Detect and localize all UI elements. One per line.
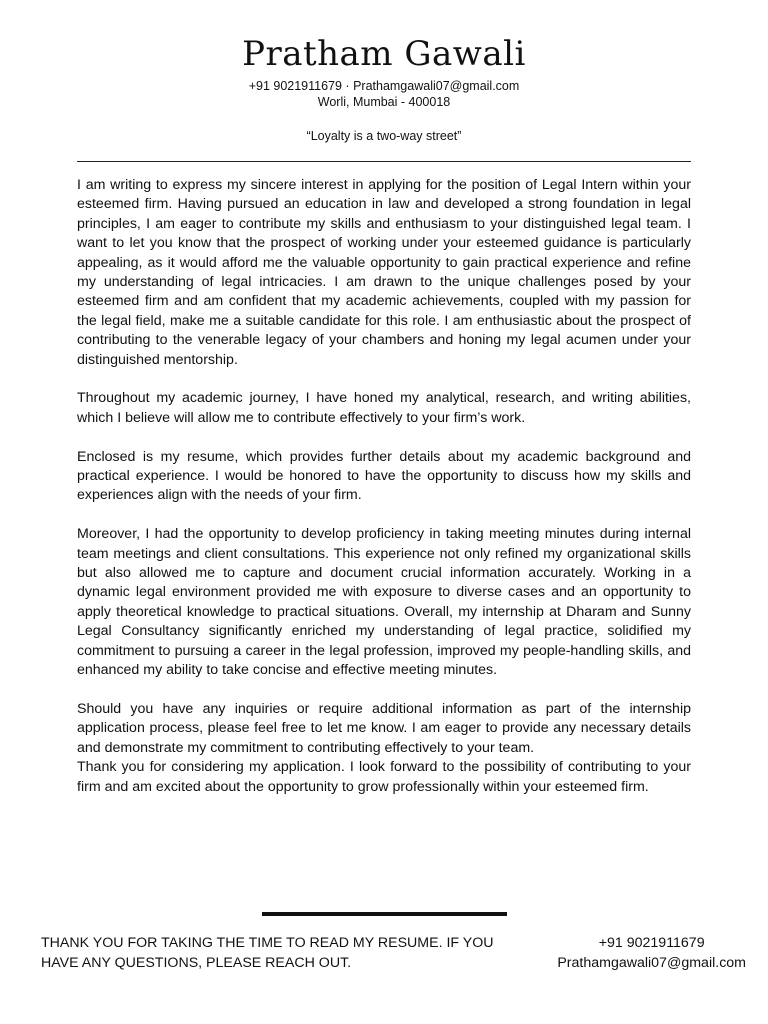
footer-contact <box>557 933 746 973</box>
paragraph-intro: I am writing to express my sincere interest in applying for the position of Legal Intern within your esteemed firm. Having pursued an education in law and developed a strong foundation in legal principles, I am eager to contribute my skills and enthusiasm to your distinguished legal team. I want to let you know that the prospect of working under your esteemed guidance is particularly appealing, as it would afford me the valuable opportunity to gain practical experience and refine my understanding of legal intricacies. I am drawn to the unique challenges posed by your esteemed firm and am confident that my academic achievements, coupled with my passion for the legal field, make me a suitable candidate for this role. I am enthusiastic about the prospect of contributing to the venerable legacy of your chambers and honing my legal acumen under your distinguished mentorship. <box>77 177 691 368</box>
footer-message: THANK YOU FOR TAKING THE TIME TO READ MY RESUME. IF YOU HAVE ANY QUESTIONS, PLEASE REACH OUT. <box>41 935 494 971</box>
paragraph-experience: Moreover, I had the opportunity to develop proficiency in taking meeting minutes during internal team meetings and client consultations. This experience not only refined my organizational skills but also allowed me to capture and document crucial information accurately. Working in a dynamic legal environment provided me with exposure to diverse cases and an opportunity to apply theoretical knowledge to practical situations. Overall, my internship at Dharam and Sunny Legal Consultancy significantly enriched my understanding of legal practice, solidified my commitment to pursuing a career in the legal profession, improved my people-handling skills, and enhanced my ability to take concise and effective meeting minutes. <box>77 526 691 679</box>
paragraph-academic: Throughout my academic journey, I have honed my analytical, research, and writing abilities, which I believe will allow me to contribute effectively to your firm’s work. <box>77 390 691 426</box>
footer-email: Prathamgawali07@gmail.com <box>557 955 746 971</box>
paragraph-closing: Thank you for considering my application. I look forward to the possibility of contributing to your firm and am excited about the opportunity to grow professionally within your esteemed firm. <box>77 759 691 795</box>
letter-body <box>77 176 691 816</box>
footer-divider <box>262 912 507 916</box>
paragraph-resume: Enclosed is my resume, which provides further details about my academic background and practical experience. I would be honored to have the opportunity to discuss how my skills and experiences align with the needs of your firm. <box>77 448 691 504</box>
address-line: Worli, Mumbai - 400018 <box>317 95 451 109</box>
motto-quote: “Loyalty is a two-way street” <box>306 129 462 143</box>
paragraph-inquiries: Should you have any inquiries or require additional information as part of the internship application process, please feel free to let me know. I am eager to provide any necessary details and demonstrate my commitment to contributing effectively to your team. <box>77 700 691 756</box>
contact-line: +91 9021911679 · Prathamgawali07@gmail.com <box>248 79 520 93</box>
applicant-name: Pratham Gawali <box>242 34 526 74</box>
header-divider <box>77 161 691 162</box>
footer-phone: +91 9021911679 <box>598 935 705 951</box>
